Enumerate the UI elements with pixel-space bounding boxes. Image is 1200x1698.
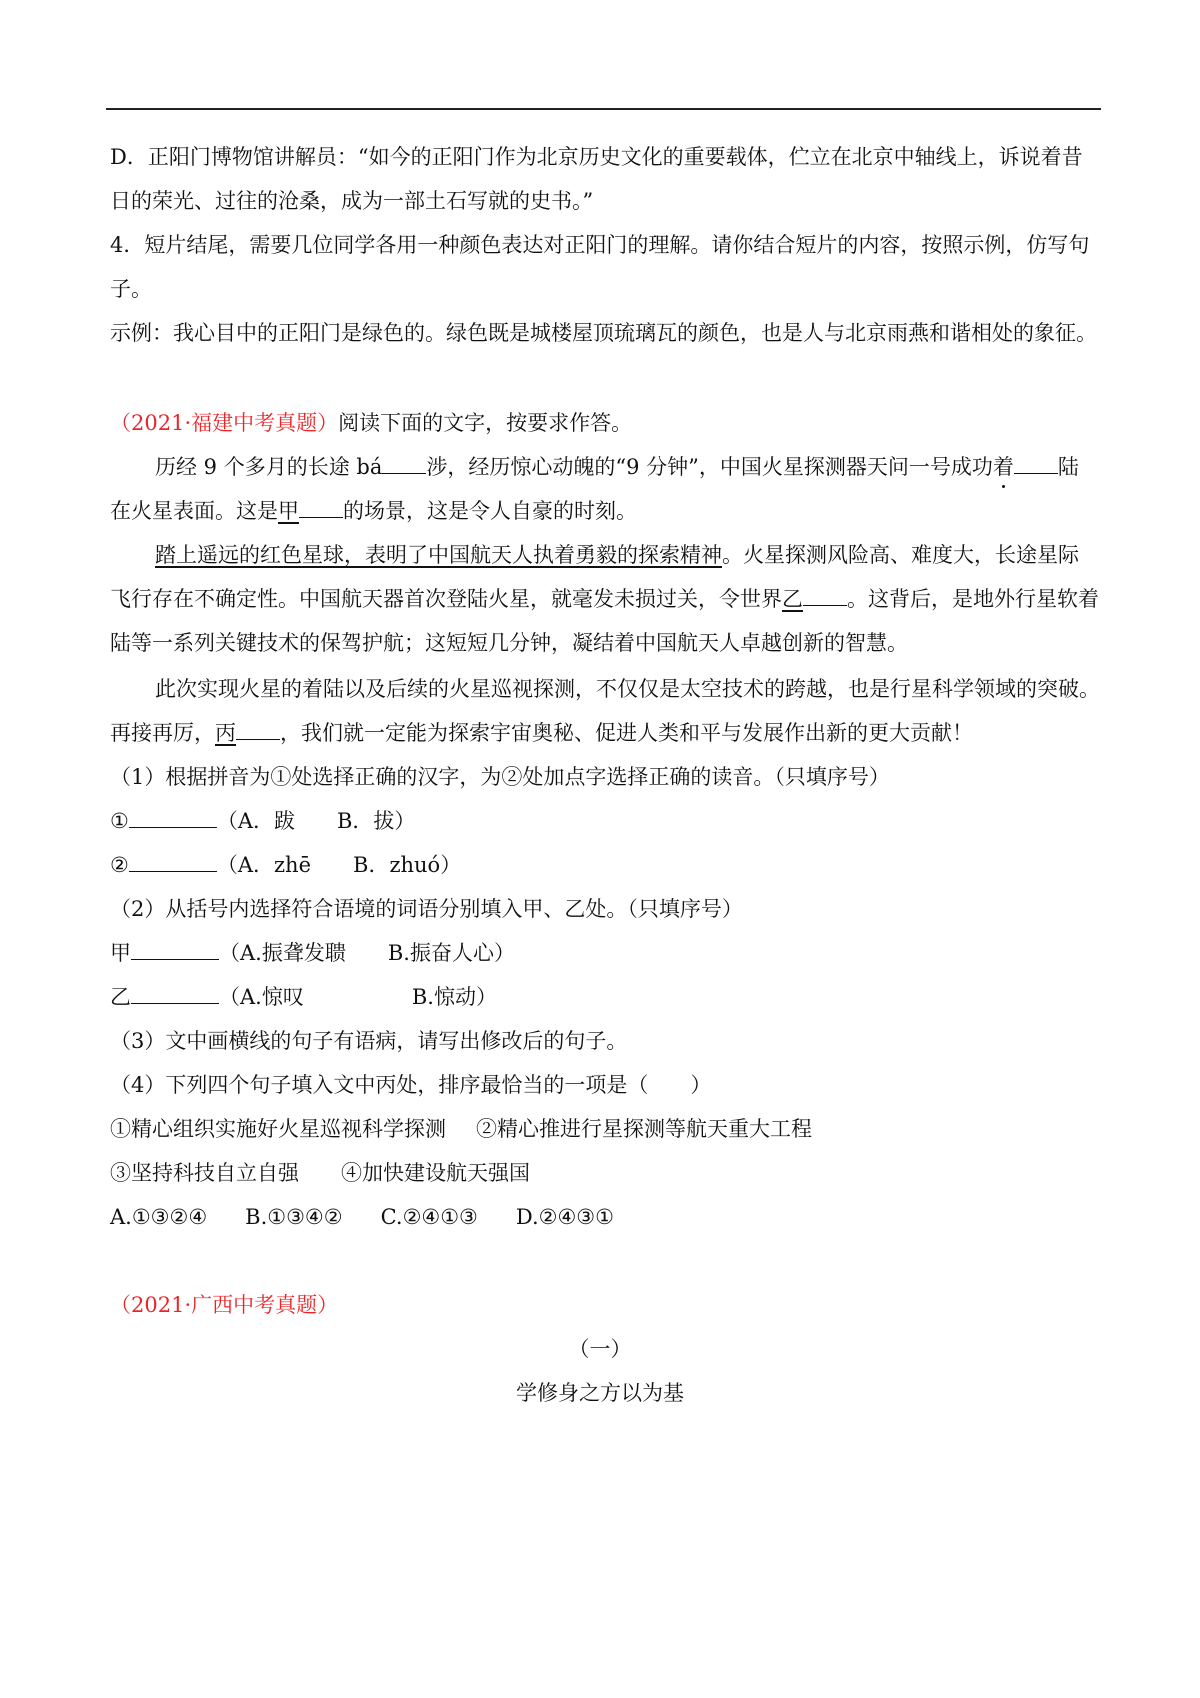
option-b: B.①③④② xyxy=(245,1205,343,1229)
blank-bing: 丙 xyxy=(215,721,236,745)
option-d: D.②④③① xyxy=(515,1205,614,1229)
passage-p3-line-2: 再接再厉，丙 ，我们就一定能为探索宇宙奥秘、促进人类和平与发展作出新的更大贡献！ xyxy=(110,721,973,745)
question-2-yi: 乙 （A.惊叹 B.惊动） xyxy=(110,985,497,1009)
blank-yi: 乙 xyxy=(782,587,803,611)
question-1: （1）根据拼音为①处选择正确的汉字，为②处加点字选择正确的读音。（只填序号） xyxy=(110,765,890,789)
answer-blank xyxy=(131,939,219,960)
question-4: （4）下列四个句子填入文中丙处，排序最恰当的一项是（ ） xyxy=(110,1073,712,1097)
question-1-option-b: ② （A．zhē B．zhuó） xyxy=(110,853,462,877)
passage-p3-line-1: 此次实现火星的着陆以及后续的火星巡视探测，不仅仅是太空技术的跨越，也是行星科学领域的突破。 xyxy=(155,677,1100,701)
answer-blank xyxy=(129,807,217,828)
guangxi-source-tag: （2021·广西中考真题） xyxy=(110,1293,339,1317)
question-1-option-a: ① （A．跋 B．拔） xyxy=(110,809,416,833)
option-d-line-1: D．正阳门博物馆讲解员：“如今的正阳门作为北京历史文化的重要载体，伫立在北京中轴线上，诉说着昔 xyxy=(110,145,1083,169)
section-number: （一） xyxy=(568,1337,632,1361)
instruction: 阅读下面的文字，按要求作答。 xyxy=(338,411,633,435)
question-2-jia: 甲 （A.振聋发聩 B.振奋人心） xyxy=(110,941,515,965)
passage-p2-line-1: 踏上遥远的红色星球，表明了中国航天人执着勇毅的探索精神。火星探测风险高、难度大，长途星际 xyxy=(155,543,1079,567)
blank-1 xyxy=(382,453,426,474)
dotted-char: 着 xyxy=(993,452,1014,482)
question-4-line-2: 子。 xyxy=(110,277,152,301)
answer-blank xyxy=(129,851,217,872)
passage-title: 学修身之方以为基 xyxy=(516,1381,684,1405)
underlined-sentence: 踏上遥远的红色星球，表明了中国航天人执着勇毅的探索精神 xyxy=(155,543,722,567)
question-3: （3）文中画横线的句子有语病，请写出修改后的句子。 xyxy=(110,1029,628,1053)
option-c: C.②④①③ xyxy=(380,1205,478,1229)
header-rule xyxy=(106,108,1101,110)
option-d-line-2: 日的荣光、过往的沧桑，成为一部土石写就的史书。” xyxy=(110,189,594,213)
source-tag: （2021·福建中考真题） xyxy=(110,411,339,435)
passage-p2-line-2: 飞行存在不确定性。中国航天器首次登陆火星，就毫发未损过关，令世界乙 。这背后，是地外行星软着 xyxy=(110,587,1099,611)
question-4-sentences-2: ③坚持科技自立自强 ④加快建设航天强国 xyxy=(110,1161,530,1185)
blank-2 xyxy=(1014,453,1058,474)
passage-p2-line-3: 陆等一系列关键技术的保驾护航；这短短几分钟，凝结着中国航天人卓越创新的智慧。 xyxy=(110,631,908,655)
passage-p1-line-1: 历经 9 个多月的长途 bá 涉，经历惊心动魄的“9 分钟”，中国火星探测器天问一号成功着 陆 xyxy=(155,452,1079,482)
question-4-line-1: 4．短片结尾，需要几位同学各用一种颜色表达对正阳门的理解。请你结合短片的内容，按照示例，仿写句 xyxy=(110,233,1090,257)
question-2: （2）从括号内选择符合语境的词语分别填入甲、乙处。（只填序号） xyxy=(110,897,743,921)
passage-p1-line-2: 在火星表面。这是甲 的场景，这是令人自豪的时刻。 xyxy=(110,499,637,523)
question-4-options xyxy=(110,1202,614,1232)
answer-blank xyxy=(131,983,219,1004)
option-a: A.①③②④ xyxy=(110,1205,208,1229)
fujian-heading xyxy=(110,408,632,438)
example-sentence: 示例：我心目中的正阳门是绿色的。绿色既是城楼屋顶琉璃瓦的颜色，也是人与北京雨燕和谐相处的象征。 xyxy=(110,321,1097,345)
question-4-sentences-1: ①精心组织实施好火星巡视科学探测 ②精心推进行星探测等航天重大工程 xyxy=(110,1117,812,1141)
blank-jia: 甲 xyxy=(278,499,299,523)
